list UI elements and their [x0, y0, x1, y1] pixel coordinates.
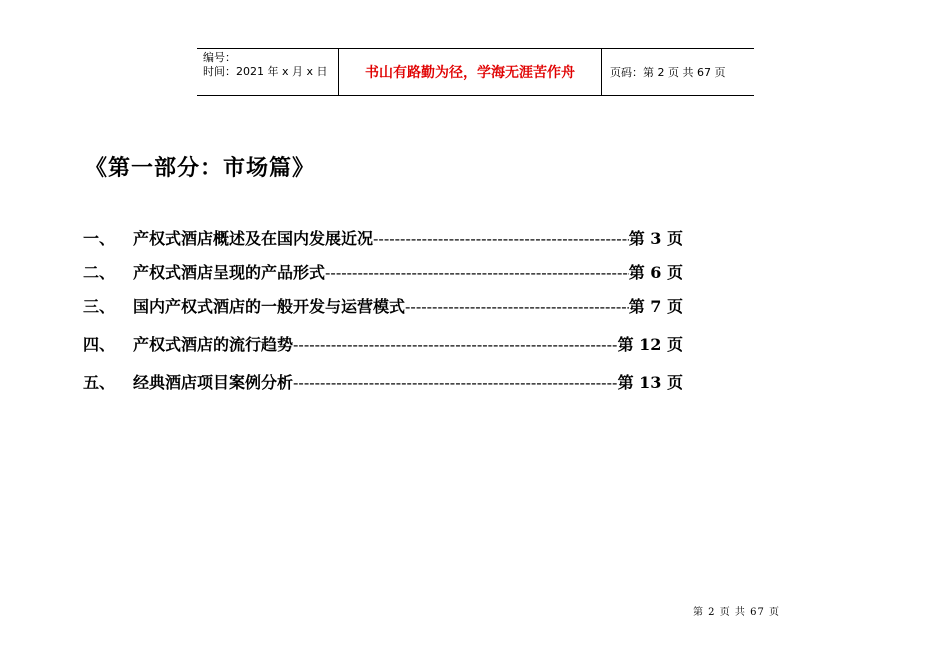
toc-leader [293, 373, 618, 392]
time-label: 时间：2021 年 x 月 x 日 [203, 65, 328, 78]
toc-row [83, 294, 683, 316]
toc-row [83, 226, 683, 248]
header-page-cell [602, 49, 754, 95]
toc-number: 二、 [83, 263, 116, 282]
toc-leader [293, 335, 618, 354]
toc-leader [325, 263, 629, 282]
toc-row [83, 260, 683, 282]
table-of-contents [83, 226, 683, 404]
toc-page: 第 7 页 [628, 297, 683, 316]
toc-page: 第 13 页 [617, 373, 683, 392]
page-footer: 第 2 页 共 67 页 [693, 607, 780, 618]
toc-row [83, 370, 683, 392]
toc-label: 产权式酒店呈现的产品形式 [133, 263, 326, 282]
page-info: 页码：第 2 页 共 67 页 [610, 66, 726, 79]
toc-number: 五、 [83, 373, 116, 392]
section-title: 《第一部分：市场篇》 [85, 155, 316, 181]
document-header [197, 48, 754, 96]
toc-label: 经典酒店项目案例分析 [133, 373, 294, 392]
toc-label: 产权式酒店的流行趋势 [133, 335, 294, 354]
toc-leader [405, 297, 629, 316]
toc-page: 第 6 页 [628, 263, 683, 282]
toc-label: 国内产权式酒店的一般开发与运营模式 [133, 297, 406, 316]
toc-page: 第 12 页 [617, 335, 683, 354]
toc-number: 一、 [83, 229, 116, 248]
toc-row [83, 332, 683, 354]
code-label: 编号： [203, 51, 236, 64]
toc-number: 四、 [83, 335, 116, 354]
header-meta-cell [197, 49, 339, 95]
header-motto-cell [339, 49, 602, 95]
toc-leader [373, 229, 629, 248]
toc-label: 产权式酒店概述及在国内发展近况 [133, 229, 374, 248]
motto-text: 书山有路勤为径，学海无涯苦作舟 [365, 65, 575, 81]
toc-number: 三、 [83, 297, 116, 316]
toc-page: 第 3 页 [628, 229, 683, 248]
